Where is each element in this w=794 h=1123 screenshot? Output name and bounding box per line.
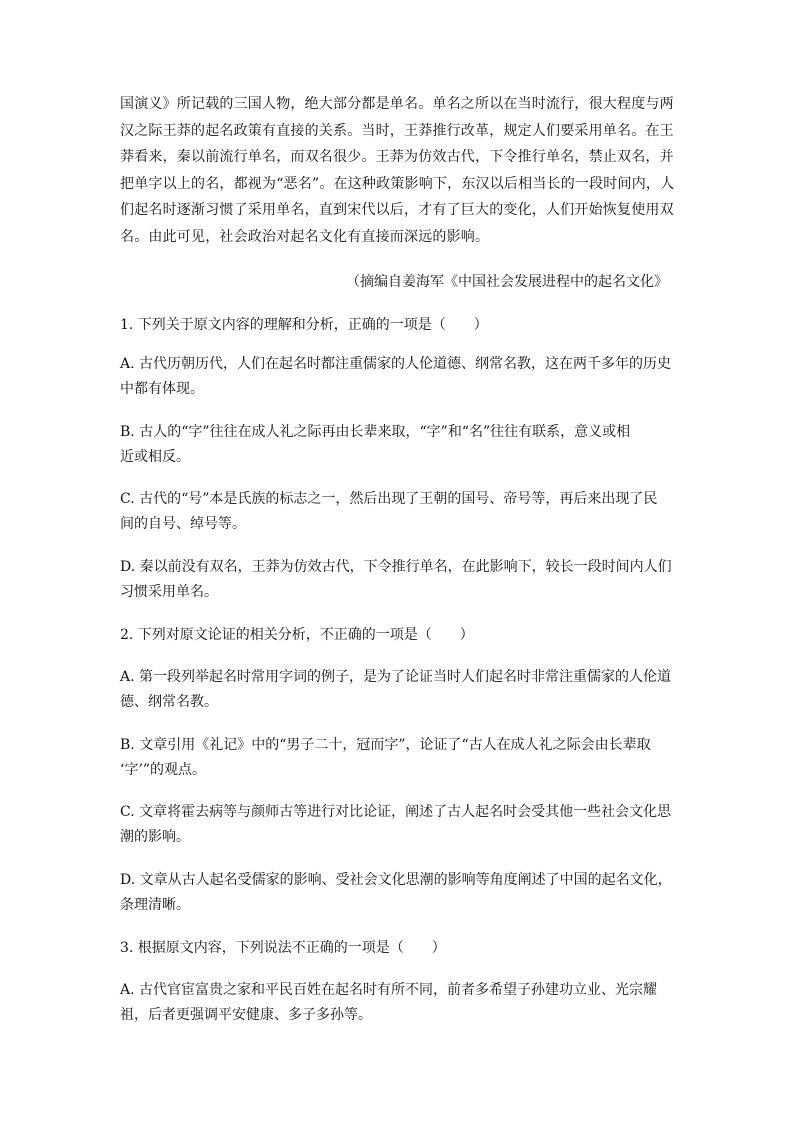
passage-line: 国演义》所记载的三国人物，绝大部分都是单名。单名之所以在当时流行，很大程度与两	[120, 96, 674, 112]
passage-line: 汉之际王莽的起名政策有直接的关系。当时，王莽推行改革，规定人们要采用单名。在王	[120, 122, 674, 139]
question-1-stem	[120, 313, 680, 338]
question-2-option-d	[120, 868, 680, 918]
question-2-option-c	[120, 800, 680, 850]
passage-source: （摘编自姜海军《中国社会发展进程中的起名文化》	[346, 274, 668, 290]
question-1-option-d	[120, 555, 680, 605]
question-2-option-a	[120, 665, 680, 715]
question-2-stem	[120, 623, 680, 648]
question-2-option-b	[120, 733, 680, 783]
passage-line: 把单字以上的名，都视为“恶名”。在这种政策影响下，东汉以后相当长的一段时间内，人	[120, 175, 675, 192]
option-line: C. 文章将霍去病等与颜师古等进行对比论证，阐述了古人起名时会受其他一些社会文化思	[120, 804, 672, 820]
option-line: B. 古人的“字”往往在成人礼之际再由长辈来取，“字”和“名”往往有联系，意义或相	[120, 424, 631, 440]
option-line: A. 古代官宦富贵之家和平民百姓在起名时有所不同，前者多希望子孙建功立业、光宗耀	[120, 982, 658, 998]
question-1-option-b	[120, 420, 680, 470]
question-stem-text: 1. 下列关于原文内容的理解和分析，正确的一项是（ ）	[120, 317, 488, 333]
option-line: C. 古代的“号”本是氏族的标志之一，然后出现了王朝的国号、帝号等，再后来出现了民	[120, 491, 658, 507]
passage-line: 们起名时逐渐习惯了采用单名，直到宋代以后，才有了巨大的变化，人们开始恢复使用双	[120, 202, 674, 218]
option-line: A. 第一段列举起名时常用字词的例子，是为了论证当时人们起名时非常注重儒家的人伦道	[120, 669, 672, 685]
option-line: D. 文章从古人起名受儒家的影响、受社会文化思潮的影响等角度阐述了中国的起名文化，	[120, 872, 672, 888]
option-line: 条理清晰。	[120, 897, 190, 913]
passage-text	[120, 91, 680, 250]
option-line: 近或相反。	[120, 449, 190, 465]
option-line: 德、纲常名教。	[120, 694, 218, 710]
question-3-option-a	[120, 978, 680, 1028]
question-stem-text: 3. 根据原文内容，下列说法不正确的一项是（ ）	[120, 940, 446, 956]
passage-line: 名。由此可见，社会政治对起名文化有直接而深远的影响。	[120, 228, 490, 245]
option-line: 习惯采用单名。	[120, 584, 218, 600]
option-line: ‘字’”的观点。	[120, 762, 207, 778]
question-3-stem	[120, 936, 680, 961]
option-line: B. 文章引用《礼记》中的“男子二十，冠而字”，论证了“古人在成人礼之际会由长辈取	[120, 737, 651, 753]
option-line: 祖，后者更强调平安健康、多子多孙等。	[120, 1007, 372, 1023]
question-1-option-c	[120, 487, 680, 537]
question-stem-text: 2. 下列对原文论证的相关分析，不正确的一项是（ ）	[120, 627, 474, 643]
option-line: 潮的影响。	[120, 829, 190, 845]
option-line: 间的自号、绰号等。	[120, 516, 246, 532]
option-line: 中都有体现。	[120, 381, 204, 397]
passage-line: 莽看来，秦以前流行单名，而双名很少。王莽为仿效古代，下令推行单名，禁止双名，并	[120, 149, 674, 165]
option-line: D. 秦以前没有双名，王莽为仿效古代，下令推行单名，在此影响下，较长一段时间内人们	[120, 559, 672, 575]
question-1-option-a	[120, 352, 680, 402]
option-line: A. 古代历朝历代，人们在起名时都注重儒家的人伦道德、纲常名教，这在两千多年的历史	[120, 356, 672, 372]
